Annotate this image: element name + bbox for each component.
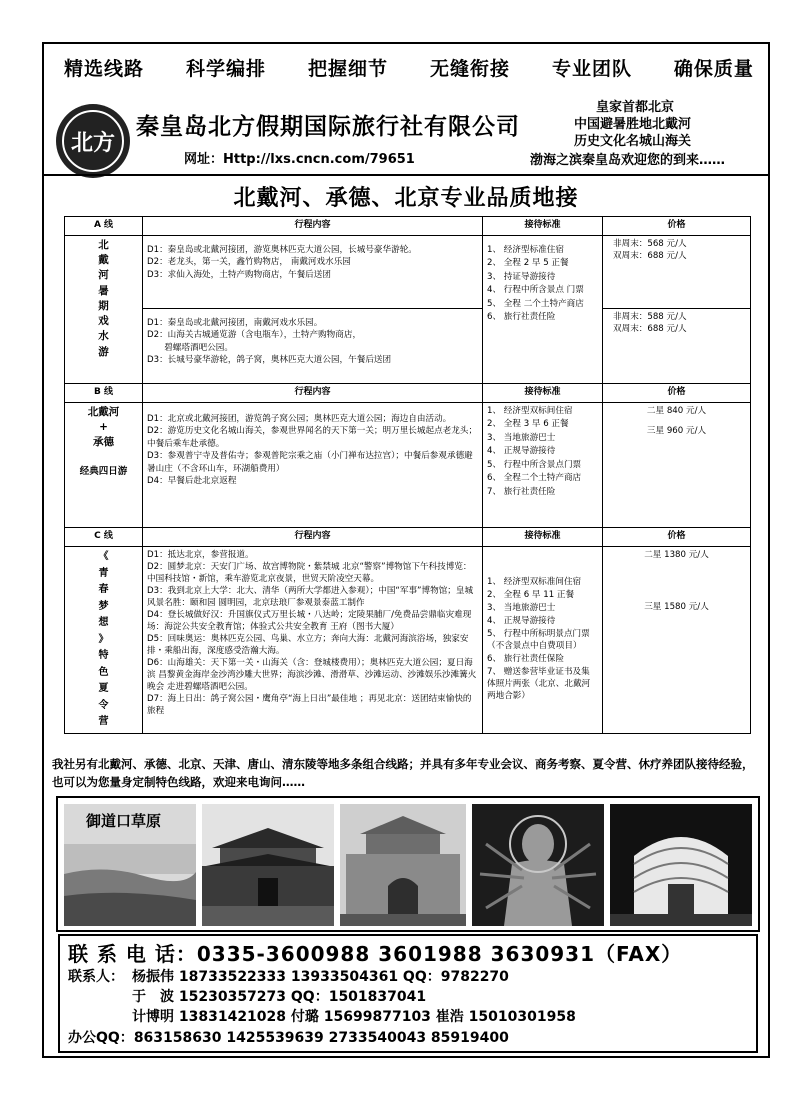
header-divider [44, 174, 768, 176]
line-b-itinerary: D1：北京或北戴河接团，游览鸽子窝公园；奥林匹克大道公园；海边自由活动。 D2：游览历史文化名城山海关，参观世界闻名的天下第一关；明万里长城起点老龙头；中餐后乘车赴承德。 D3：参观普宁寺及普佑寺；参观普陀宗乘之庙（小门禅布达拉宫）；中餐后参观承德避暑山庄（不含环山车，环湖船费用） D4：早餐后赴北京返程 [143, 403, 483, 528]
line-a-itinerary-1: D1：秦皇岛或北戴河接团，游览奥林匹克大道公园，长城号豪华游轮。 D2：老龙头，第一关，鑫竹购物店， 南戴河戏水乐园 D3：求仙入海处，土特产购物商店，午餐后送团 [143, 236, 483, 309]
line-b-col-content: 行程内容 [143, 384, 483, 403]
person-label: 联系人： [68, 969, 124, 985]
contact-box [58, 934, 758, 1053]
guanyin-image [472, 804, 604, 926]
slogan-5: 专业团队 [551, 58, 632, 80]
line-c-prices: 二星 1380 元/人 三星 1580 元/人 [603, 547, 751, 734]
qq-numbers: 863158630 1425539639 2733540043 85919400 [133, 1030, 509, 1046]
line-a-price-2: 非周末：588 元/人 双周末：688 元/人 [603, 309, 751, 384]
line-a-col-content: 行程内容 [143, 217, 483, 236]
contact-person-1: 杨振伟 18733522333 13933504361 QQ：9782270 [132, 969, 509, 985]
line-a-standards: 1、 经济型标准住宿 2、 全程 2 早 5 正餐 3、 持证导游接待 4、 行程中所含景点 门票 5、 全程 二个土特产商店 6、 旅行社责任险 [483, 236, 603, 384]
line-c-col-standard: 接待标准 [483, 528, 603, 547]
line-c-col-price: 价格 [603, 528, 751, 547]
line-a-header [65, 217, 751, 236]
line-b-label: B 线 [65, 384, 143, 403]
photo-building [610, 804, 752, 926]
line-c-itinerary: D1：抵达北京，参营报道。 D2：圆梦北京：天安门广场、故宫博物院・紫禁城 北京“警察”博物馆下午科技博览：中国科技馆・新馆，乘车游览北京夜景，世贸天阶凌空天幕。 D3：我到北京上大学：北大、清华（两所大学都进入参观）；中国“军事”博物馆；皇城风景名胜：颐和园 圆明园，北京珐琅厂参观景泰蓝工制作 D4：登长城做好汉：升国旗仪式万里长城・八达岭；定陵果脯厂/免费品尝鼎临灾难现场：海淀公共安全教育馆；体验式公共安全教育 王府（图书大厦） D5：回味奥运：奥林匹克公园、鸟巢、水立方；奔向大海：北戴河海滨浴场，独家安排・乘船出海，深度感受浩瀚大海。 D6：山海雄关：天下第一关・山海关（含：登城楼费用）；奥林匹克大道公园；夏日海滨 昌黎黄金海岸金沙湾沙雕大世界；海滨沙滩、滑滑草、沙滩运动、沙滩娱乐沙滩篝火晚会 走进碧螺塔酒吧公园。 D7：海上日出：鸽子窝公园・鹰角亭“海上日出”最佳地 ；再见北京：送团结束愉快的旅程 [143, 547, 483, 734]
photo-guanyin [472, 804, 604, 926]
line-a-col-standard: 接待标准 [483, 217, 603, 236]
intro-text: 我社另有北戴河、承德、北京、天津、唐山、清东陵等地多条组合线路；并具有多年专业会议、商务考察、夏令营、休疗养团队接待经验，也可以为您量身定制特色线路，欢迎来电询问…… [52, 757, 754, 790]
line-b-col-price: 价格 [603, 384, 751, 403]
line-a-row-2 [65, 309, 751, 384]
shanhaiguan-image [340, 804, 466, 926]
line-c-name: 《 青 春 梦 想 》 特 色 夏 令 营 [65, 547, 143, 734]
photo-caption-1: 御道口草原 [86, 812, 162, 830]
line-c-row [65, 547, 751, 734]
line-b-row [65, 403, 751, 528]
company-logo [56, 104, 130, 178]
phone-numbers[interactable]: 0335-3600988 3601988 3630931（FAX） [196, 942, 683, 966]
flyer-frame [42, 42, 770, 1058]
tiananmen-image [202, 804, 334, 926]
tour-table [64, 216, 751, 734]
banner-title: 北戴河、承德、北京专业品质地接 [233, 186, 579, 211]
logo-text: 北方 [70, 130, 115, 156]
tagline-2: 中国避暑胜地北戴河 [574, 117, 692, 132]
line-c-label: C 线 [65, 528, 143, 547]
photo-shanhaiguan [340, 804, 466, 926]
office-qq-row [68, 1027, 509, 1047]
slogan-3: 把握细节 [307, 58, 388, 80]
line-c-standards: 1、 经济型双标准间住宿 2、 全程 6 早 11 正餐 3、 当地旅游巴士 4、 正规导游接待 5、 行程中所标明景点门票（不含景点中自费项目） 6、 旅行社责任保险 7、 赠送参营毕业证书及集体照片两张（北京、北戴河两地合影） [483, 547, 603, 734]
qq-label: 办公QQ： [68, 1030, 134, 1046]
slogan-row [64, 54, 754, 81]
line-b-standards: 1、 经济型双标间住宿 2、 全程 3 早 6 正餐 3、 当地旅游巴士 4、 正规导游接待 5、 行程中所含景点门票 6、 全程二个土特产商店 7、 旅行社责任险 [483, 403, 603, 528]
slogan-1: 精选线路 [64, 58, 145, 80]
line-a-itinerary-2: D1：秦皇岛或北戴河接团，南戴河戏水乐园。 D2：山海关古城通览游（含电瓶车），土特产购物商店， 碧螺塔酒吧公园。 D3：长城号豪华游轮，鸽子窝，奥林匹克大道公园，午餐后送团 [143, 309, 483, 384]
contact-person-3: 计博明 13831421028 付璐 15699877103 崔浩 15010301958 [132, 1009, 576, 1025]
website-url[interactable]: 网址：Http://lxs.cncn.com/79651 [184, 152, 415, 167]
building-image [610, 804, 752, 926]
line-a-price-1: 非周末：568 元/人 双周末：688 元/人 [603, 236, 751, 309]
photo-grassland [64, 804, 196, 926]
slogan-2: 科学编排 [185, 58, 266, 80]
tagline-1: 皇家首都北京 [596, 100, 675, 115]
line-b-col-standard: 接待标准 [483, 384, 603, 403]
line-c-header [65, 528, 751, 547]
photo-tiananmen [202, 804, 334, 926]
phone-row [68, 938, 682, 967]
line-a-col-price: 价格 [603, 217, 751, 236]
line-a-label: A 线 [65, 217, 143, 236]
photo-strip [56, 796, 760, 932]
slogan-4: 无缝衔接 [429, 58, 510, 80]
line-a-name: 北 戴 河 暑 期 戏 水 游 [65, 236, 143, 384]
line-b-header [65, 384, 751, 403]
line-a-row-1 [65, 236, 751, 309]
contact-person-2: 于 波 15230357273 QQ：1501837041 [132, 989, 427, 1005]
slogan-6: 确保质量 [673, 58, 754, 80]
company-name: 秦皇岛北方假期国际旅行社有限公司 [136, 113, 520, 140]
tagline-3: 历史文化名城山海关 [574, 134, 692, 149]
phone-label: 联 系 电 话： [68, 942, 197, 966]
line-b-prices: 二星 840 元/人 三星 960 元/人 [603, 403, 751, 528]
line-c-col-content: 行程内容 [143, 528, 483, 547]
line-b-name: 北戴河 + 承德 经典四日游 [65, 403, 143, 528]
tagline-4: 渤海之滨秦皇岛欢迎您的到来…… [530, 153, 726, 168]
